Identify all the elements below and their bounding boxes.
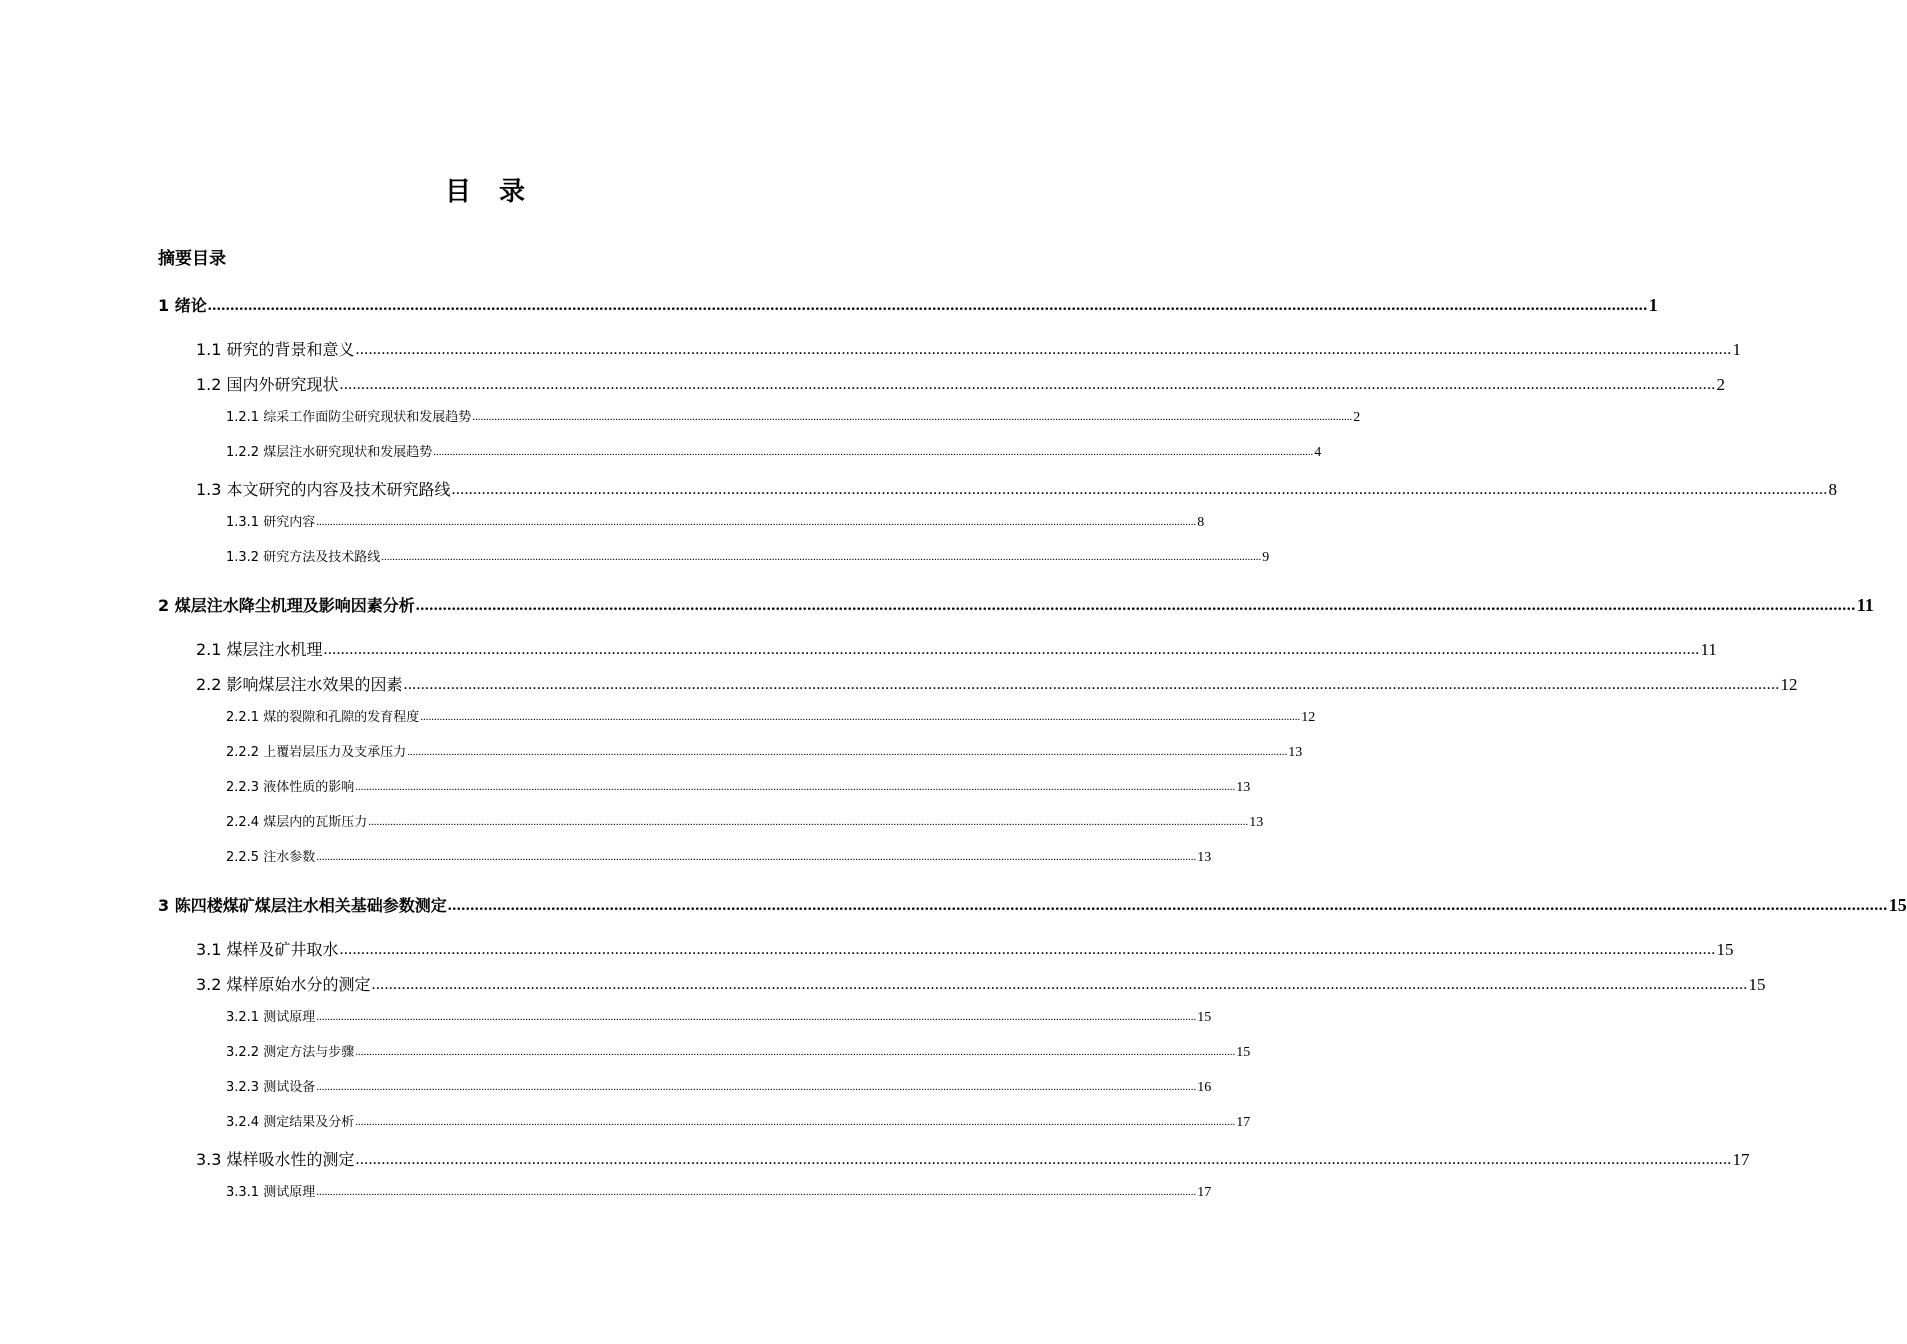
toc-entry-page-number: 15 <box>1236 1045 1251 1060</box>
toc-entry-label: 3 陈四楼煤矿煤层注水相关基础参数测定 <box>158 896 447 915</box>
page-title: 目录 <box>444 177 553 207</box>
toc-entry[interactable] <box>196 372 1726 399</box>
toc-dot-leader: ................................................................................................................................................................................................................................................................................................................................ <box>355 341 1732 358</box>
toc-dot-leader: ................................................................................................................................................................................................................................................................................................................................ <box>339 941 1716 958</box>
toc-entry-label: 3.3 煤样吸水性的测定 <box>196 1150 355 1169</box>
toc-entry-page-number: 13 <box>1288 745 1303 760</box>
toc-entry-page-number: 11 <box>1856 595 1874 615</box>
toc-dot-leader: ................................................................................................................................................................................................................................................................................................................................ <box>371 976 1748 993</box>
toc-entry-page-number: 17 <box>1197 1185 1212 1200</box>
toc-entry-page-number: 4 <box>1314 445 1322 460</box>
toc-entry[interactable] <box>196 672 1798 699</box>
toc-entry-page-number: 8 <box>1828 480 1838 499</box>
toc-dot-leader: ................................................................................................................................................................................................................................................................................................................................ <box>415 597 1856 614</box>
toc-entry-label: 1 绪论 <box>158 296 207 315</box>
toc-dot-leader: ................................................................................................................................................................................................................................................................................................................................ <box>339 376 1716 393</box>
toc-entry[interactable] <box>226 1007 1212 1029</box>
toc-dot-leader: ................................................................................................................................................................................................................................................................................................................................ <box>403 676 1780 693</box>
toc-entry-label: 3.2 煤样原始水分的测定 <box>196 975 371 994</box>
toc-entry-label: 1.2.1 综采工作面防尘研究现状和发展趋势 <box>226 410 472 425</box>
toc-entry-page-number: 15 <box>1197 1010 1212 1025</box>
toc-entry-label: 3.2.4 测定结果及分析 <box>226 1115 355 1130</box>
toc-entry[interactable] <box>226 1077 1212 1099</box>
toc-entry-page-number: 8 <box>1197 515 1205 530</box>
toc-dot-leader: ................................................................................................................................................................................................................................................................................................................................ <box>207 297 1648 314</box>
toc-entry-label: 1.1 研究的背景和意义 <box>196 340 355 359</box>
toc-entry-page-number: 13 <box>1197 850 1212 865</box>
toc-dot-leader: ................................................................................................................................................................................................................................................................................................................................ <box>451 481 1828 498</box>
toc-entry[interactable] <box>196 972 1766 999</box>
toc-entry[interactable] <box>226 442 1322 464</box>
toc-entry-label: 1.3.2 研究方法及技术路线 <box>226 550 381 565</box>
toc-entry-page-number: 13 <box>1236 780 1251 795</box>
toc-entry-page-number: 15 <box>1888 895 1907 915</box>
toc-entry[interactable] <box>196 477 1838 504</box>
toc-entry-label: 2.2.3 液体性质的影响 <box>226 780 355 795</box>
toc-entry[interactable] <box>158 292 1658 320</box>
toc-entry[interactable] <box>226 1182 1212 1204</box>
toc-dot-leader: ................................................................................................................................................................................................................................................................................................................................ <box>472 411 1353 423</box>
toc-entry[interactable] <box>226 847 1212 869</box>
toc-dot-leader: ................................................................................................................................................................................................................................................................................................................................ <box>355 1151 1732 1168</box>
toc-entry[interactable] <box>226 777 1251 799</box>
toc-entry-label: 2.2.1 煤的裂隙和孔隙的发育程度 <box>226 710 420 725</box>
toc-dot-leader: ................................................................................................................................................................................................................................................................................................................................ <box>316 851 1197 863</box>
toc-entry-label: 3.2.1 测试原理 <box>226 1010 316 1025</box>
toc-entry-page-number: 13 <box>1249 815 1264 830</box>
toc-entry[interactable] <box>226 407 1361 429</box>
toc-dot-leader: ................................................................................................................................................................................................................................................................................................................................ <box>420 711 1301 723</box>
toc-entry-page-number: 12 <box>1780 675 1798 694</box>
toc-entry[interactable] <box>226 1042 1251 1064</box>
toc-entry[interactable] <box>226 707 1316 729</box>
toc-entry-label: 2.2.5 注水参数 <box>226 850 316 865</box>
toc-entry-label: 1.3 本文研究的内容及技术研究路线 <box>196 480 451 499</box>
toc-dot-leader: ................................................................................................................................................................................................................................................................................................................................ <box>381 551 1262 563</box>
toc-dot-leader: ................................................................................................................................................................................................................................................................................................................................ <box>323 641 1700 658</box>
toc-entry[interactable] <box>158 892 1907 920</box>
toc-entry-page-number: 16 <box>1197 1080 1212 1095</box>
toc-dot-leader: ................................................................................................................................................................................................................................................................................................................................ <box>316 1081 1197 1093</box>
toc-entry-page-number: 1 <box>1648 295 1658 315</box>
toc-entry-page-number: 2 <box>1716 375 1726 394</box>
toc-dot-leader: ................................................................................................................................................................................................................................................................................................................................ <box>368 816 1249 828</box>
toc-entry-label: 3.2.3 测试设备 <box>226 1080 316 1095</box>
toc-entry-page-number: 11 <box>1700 640 1717 659</box>
toc-entry[interactable] <box>226 547 1270 569</box>
toc-dot-leader: ................................................................................................................................................................................................................................................................................................................................ <box>316 516 1197 528</box>
toc-entry[interactable] <box>226 742 1303 764</box>
toc-dot-leader: ................................................................................................................................................................................................................................................................................................................................ <box>433 446 1314 458</box>
toc-entry-page-number: 12 <box>1301 710 1316 725</box>
abstract-toc-heading: 摘要目录 <box>158 249 226 269</box>
toc-entry-label: 2.2 影响煤层注水效果的因素 <box>196 675 403 694</box>
toc-entry-page-number: 15 <box>1716 940 1734 959</box>
toc-dot-leader: ................................................................................................................................................................................................................................................................................................................................ <box>355 1116 1236 1128</box>
toc-entry[interactable] <box>196 637 1717 664</box>
toc-dot-leader: ................................................................................................................................................................................................................................................................................................................................ <box>355 1046 1236 1058</box>
toc-entry-label: 2.2.4 煤层内的瓦斯压力 <box>226 815 368 830</box>
toc-entry-page-number: 2 <box>1353 410 1361 425</box>
toc-dot-leader: ................................................................................................................................................................................................................................................................................................................................ <box>316 1011 1197 1023</box>
toc-entry-page-number: 15 <box>1748 975 1766 994</box>
toc-entry[interactable] <box>196 937 1734 964</box>
toc-dot-leader: ................................................................................................................................................................................................................................................................................................................................ <box>407 746 1288 758</box>
toc-entry-page-number: 9 <box>1262 550 1270 565</box>
toc-entry-label: 3.3.1 测试原理 <box>226 1185 316 1200</box>
toc-entry-label: 2 煤层注水降尘机理及影响因素分析 <box>158 596 415 615</box>
toc-entry-page-number: 17 <box>1732 1150 1750 1169</box>
toc-entry-label: 2.2.2 上覆岩层压力及支承压力 <box>226 745 407 760</box>
toc-entry[interactable] <box>226 512 1205 534</box>
toc-entry[interactable] <box>226 812 1264 834</box>
toc-dot-leader: ................................................................................................................................................................................................................................................................................................................................ <box>355 781 1236 793</box>
toc-dot-leader: ................................................................................................................................................................................................................................................................................................................................ <box>316 1186 1197 1198</box>
toc-entry[interactable] <box>226 1112 1251 1134</box>
toc-dot-leader: ................................................................................................................................................................................................................................................................................................................................ <box>447 897 1888 914</box>
toc-entry[interactable] <box>196 1147 1750 1174</box>
toc-entry-label: 2.1 煤层注水机理 <box>196 640 323 659</box>
toc-entry-page-number: 1 <box>1732 340 1742 359</box>
toc-entry-label: 1.2 国内外研究现状 <box>196 375 339 394</box>
toc-entry-label: 3.1 煤样及矿井取水 <box>196 940 339 959</box>
toc-entry[interactable] <box>196 337 1742 364</box>
toc-entry-label: 1.2.2 煤层注水研究现状和发展趋势 <box>226 445 433 460</box>
toc-entry[interactable] <box>158 592 1874 620</box>
toc-entry-label: 1.3.1 研究内容 <box>226 515 316 530</box>
toc-entry-label: 3.2.2 测定方法与步骤 <box>226 1045 355 1060</box>
toc-entry-page-number: 17 <box>1236 1115 1251 1130</box>
